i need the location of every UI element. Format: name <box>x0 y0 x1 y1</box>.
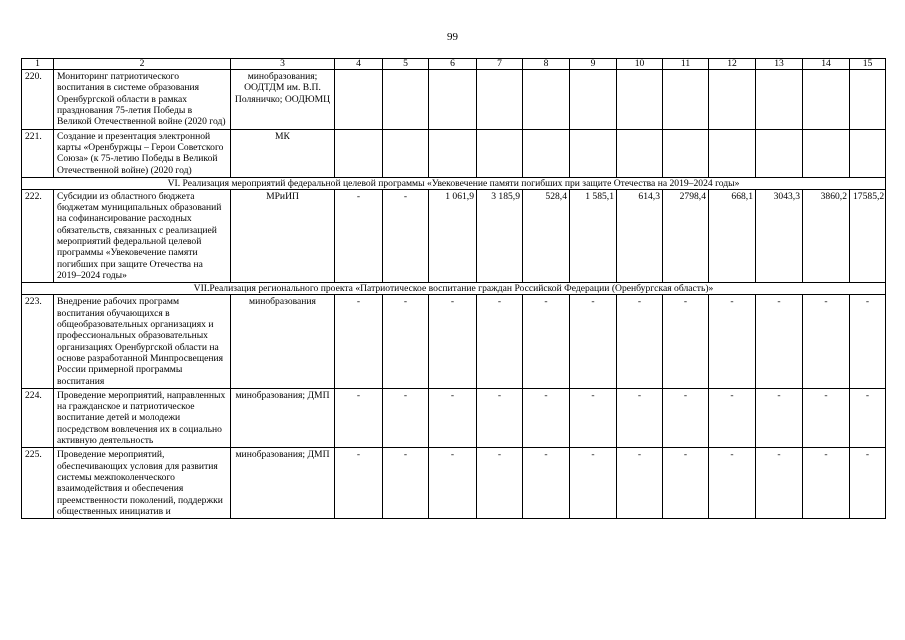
value-cell: - <box>756 295 803 389</box>
table-row <box>22 70 886 130</box>
value-cell <box>663 70 709 130</box>
value-cell: 1 061,9 <box>429 189 477 283</box>
table-row <box>22 448 886 519</box>
section-heading: VI. Реализация мероприятий федеральной целевой программы «Увековечение памяти погибших при защите Отечества на 2019–2024 годы» <box>22 177 886 189</box>
value-cell: - <box>663 388 709 448</box>
value-cell: - <box>617 448 663 519</box>
value-cell <box>477 70 523 130</box>
value-cell <box>429 129 477 177</box>
value-cell: - <box>383 295 429 389</box>
item-number: 225. <box>22 448 54 519</box>
value-cell: - <box>756 448 803 519</box>
value-cell <box>335 129 383 177</box>
item-name: Мониторинг патриотического воспитания в системе образования Оренбургской области в рамках празднования 75-летия Победы в Великой Отечественной войне (2020 год) <box>54 70 231 130</box>
item-name: Проведение мероприятий, обеспечивающих условия для развития системы межпоколенческого взаимодействия и обеспечения преемственности поколений, поддержки общественных инициатив и <box>54 448 231 519</box>
value-cell: - <box>335 388 383 448</box>
table-row <box>22 388 886 448</box>
value-cell <box>709 70 756 130</box>
item-number: 222. <box>22 189 54 283</box>
value-cell: - <box>663 295 709 389</box>
value-cell: - <box>617 295 663 389</box>
value-cell: - <box>477 295 523 389</box>
value-cell <box>429 70 477 130</box>
item-name: Внедрение рабочих программ воспитания обучающихся в общеобразовательных организациях и профессиональных образовательных организациях Оренбургской области на основе разработанной Минпросвещения России примерной программы воспитания <box>54 295 231 389</box>
column-number: 13 <box>756 59 803 70</box>
value-cell: - <box>850 448 886 519</box>
column-number: 5 <box>383 59 429 70</box>
value-cell <box>617 129 663 177</box>
value-cell: - <box>523 448 570 519</box>
column-number: 3 <box>231 59 335 70</box>
value-cell: - <box>477 388 523 448</box>
value-cell: 528,4 <box>523 189 570 283</box>
value-cell: - <box>523 388 570 448</box>
value-cell: - <box>803 388 850 448</box>
value-cell: - <box>383 448 429 519</box>
value-cell: - <box>756 388 803 448</box>
value-cell: - <box>570 388 617 448</box>
value-cell: - <box>617 388 663 448</box>
section-heading-row <box>22 283 886 295</box>
value-cell: - <box>335 448 383 519</box>
value-cell: 614,3 <box>617 189 663 283</box>
column-number: 6 <box>429 59 477 70</box>
column-number: 15 <box>850 59 886 70</box>
value-cell <box>477 129 523 177</box>
value-cell <box>756 70 803 130</box>
item-number: 224. <box>22 388 54 448</box>
value-cell: - <box>335 189 383 283</box>
item-executor: минобразования; ДМП <box>231 448 335 519</box>
section-heading-row <box>22 177 886 189</box>
value-cell: - <box>383 388 429 448</box>
value-cell: - <box>383 189 429 283</box>
value-cell: - <box>429 295 477 389</box>
column-number: 2 <box>54 59 231 70</box>
page-number: 99 <box>447 31 458 43</box>
item-name: Проведение мероприятий, направленных на гражданское и патриотическое воспитание детей и молодежи посредством вовлечения их в социально активную деятельность <box>54 388 231 448</box>
value-cell: 668,1 <box>709 189 756 283</box>
value-cell <box>663 129 709 177</box>
value-cell <box>570 129 617 177</box>
value-cell <box>850 129 886 177</box>
item-executor: МК <box>231 129 335 177</box>
column-number: 7 <box>477 59 523 70</box>
value-cell: 2798,4 <box>663 189 709 283</box>
value-cell <box>335 70 383 130</box>
value-cell <box>523 70 570 130</box>
value-cell <box>709 129 756 177</box>
value-cell: - <box>335 295 383 389</box>
value-cell: - <box>570 448 617 519</box>
table-row <box>22 295 886 389</box>
column-number: 8 <box>523 59 570 70</box>
value-cell: - <box>523 295 570 389</box>
value-cell <box>383 129 429 177</box>
value-cell: 17585,2 <box>850 189 886 283</box>
plan-table <box>21 58 886 519</box>
column-number-row <box>22 59 886 70</box>
value-cell: - <box>477 448 523 519</box>
section-heading: VII.Реализация регионального проекта «Патриотическое воспитание граждан Российской Федерации (Оренбургская область)» <box>22 283 886 295</box>
value-cell: 3860,2 <box>803 189 850 283</box>
item-executor: МРиИП <box>231 189 335 283</box>
value-cell: - <box>709 448 756 519</box>
value-cell: 1 585,1 <box>570 189 617 283</box>
column-number: 4 <box>335 59 383 70</box>
item-name: Создание и презентация электронной карты «Оренбуржцы – Герои Советского Союза» (к 75-летию Победы в Великой Отечественной войне) (2020 год) <box>54 129 231 177</box>
column-number: 9 <box>570 59 617 70</box>
value-cell: - <box>570 295 617 389</box>
item-number: 223. <box>22 295 54 389</box>
value-cell: - <box>709 295 756 389</box>
item-executor: минобразования <box>231 295 335 389</box>
value-cell: - <box>850 295 886 389</box>
item-executor: минобразования; ООДТДМ им. В.П. Поляничко; ООДЮМЦ <box>231 70 335 130</box>
table-row <box>22 189 886 283</box>
value-cell: - <box>803 448 850 519</box>
value-cell <box>850 70 886 130</box>
value-cell: 3 185,9 <box>477 189 523 283</box>
value-cell <box>803 129 850 177</box>
value-cell: - <box>709 388 756 448</box>
value-cell: - <box>429 448 477 519</box>
value-cell <box>803 70 850 130</box>
item-executor: минобразования; ДМП <box>231 388 335 448</box>
value-cell <box>617 70 663 130</box>
column-number: 12 <box>709 59 756 70</box>
item-number: 221. <box>22 129 54 177</box>
item-number: 220. <box>22 70 54 130</box>
value-cell: - <box>850 388 886 448</box>
value-cell: - <box>803 295 850 389</box>
value-cell <box>523 129 570 177</box>
column-number: 11 <box>663 59 709 70</box>
table-row <box>22 129 886 177</box>
value-cell <box>756 129 803 177</box>
item-name: Субсидии из областного бюджета бюджетам муниципальных образований на софинансирование расходных обязательств, связанных с реализацией мероприятий федеральной целевой программы «Увековечение памяти погибших при защите Отечества на 2019–2024 годы» <box>54 189 231 283</box>
column-number: 1 <box>22 59 54 70</box>
value-cell: 3043,3 <box>756 189 803 283</box>
value-cell <box>383 70 429 130</box>
column-number: 10 <box>617 59 663 70</box>
value-cell: - <box>663 448 709 519</box>
value-cell: - <box>429 388 477 448</box>
value-cell <box>570 70 617 130</box>
column-number: 14 <box>803 59 850 70</box>
